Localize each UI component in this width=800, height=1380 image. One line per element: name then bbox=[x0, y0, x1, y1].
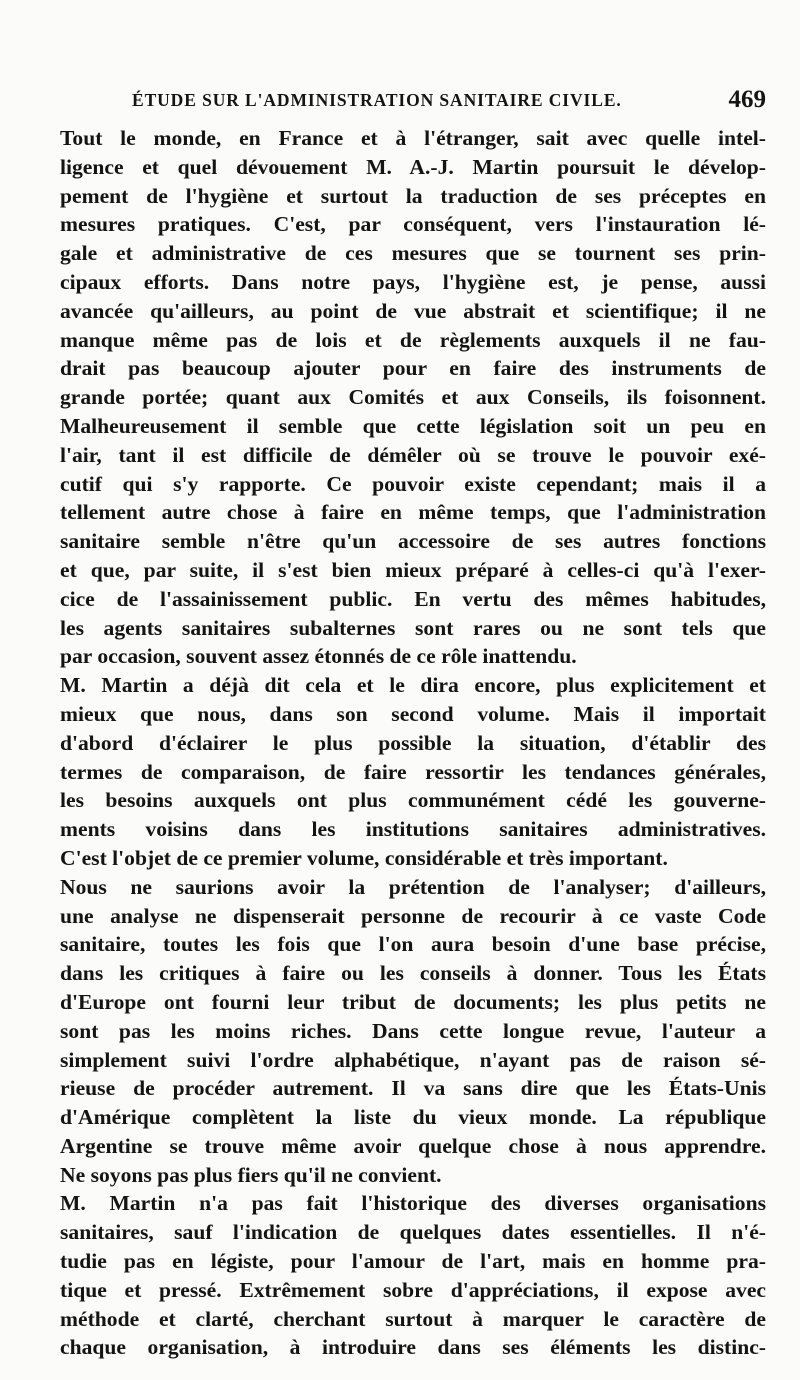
text-line: mieux que nous, dans son second volume. Mais il importait bbox=[60, 701, 766, 726]
text-line: M. Martin a déjà dit cela et le dira encore, plus explicitement et bbox=[60, 673, 766, 698]
text-line: sanitaire, toutes les fois que l'on aura besoin d'une base précise, bbox=[60, 932, 766, 957]
text-line: tique et pressé. Extrêmement sobre d'appréciations, il expose avec bbox=[60, 1277, 766, 1302]
text-line: gale et administrative de ces mesures que se tournent ses prin- bbox=[60, 241, 766, 266]
body-text bbox=[58, 124, 766, 1362]
text-line: avancée qu'ailleurs, au point de vue abstrait et scientifique; il ne bbox=[60, 298, 766, 323]
text-line: M. Martin n'a pas fait l'historique des diverses organisations bbox=[60, 1191, 766, 1216]
text-line: drait pas beaucoup ajouter pour en faire des instruments de bbox=[60, 356, 766, 381]
text-line: cutif qui s'y rapporte. Ce pouvoir existe cependant; mais il a bbox=[60, 471, 766, 496]
text-line: tellement autre chose à faire en même temps, que l'administration bbox=[60, 500, 766, 525]
text-line: cice de l'assainissement public. En vertu des mêmes habitudes, bbox=[60, 586, 766, 611]
text-line: grande portée; quant aux Comités et aux Conseils, ils foisonnent. bbox=[60, 385, 766, 410]
text-line: C'est l'objet de ce premier volume, considérable et très important. bbox=[60, 845, 668, 870]
text-line: sanitaires, sauf l'indication de quelques dates essentielles. Il n'é- bbox=[60, 1220, 766, 1245]
text-line: par occasion, souvent assez étonnés de ce rôle inattendu. bbox=[60, 644, 577, 669]
text-line: Ne soyons pas plus fiers qu'il ne convient. bbox=[60, 1162, 442, 1187]
text-line: d'Amérique complètent la liste du vieux monde. La république bbox=[60, 1105, 766, 1130]
running-head bbox=[56, 86, 766, 120]
text-line: manque même pas de lois et de règlements auxquels il ne fau- bbox=[60, 327, 766, 352]
text-line: chaque organisation, à introduire dans ses éléments les distinc- bbox=[60, 1335, 766, 1360]
paragraph-3 bbox=[58, 873, 766, 1190]
text-line: rieuse de procéder autrement. Il va sans dire que les États-Unis bbox=[60, 1076, 766, 1101]
text-line: Tout le monde, en France et à l'étranger, sait avec quelle intel- bbox=[60, 126, 766, 150]
text-line: Malheureusement il semble que cette législation soit un peu en bbox=[60, 413, 766, 438]
text-line: dans les critiques à faire ou les conseils à donner. Tous les États bbox=[60, 961, 766, 986]
text-line: ments voisins dans les institutions sanitaires administratives. bbox=[60, 817, 766, 842]
paragraph-1 bbox=[58, 124, 766, 671]
text-line: une analyse ne dispenserait personne de recourir à ce vaste Code bbox=[60, 903, 766, 928]
paragraph-4 bbox=[58, 1189, 766, 1362]
page-number: 469 bbox=[728, 86, 766, 113]
text-line: cipaux efforts. Dans notre pays, l'hygiène est, je pense, aussi bbox=[60, 269, 766, 294]
text-line: ligence et quel dévouement M. A.-J. Martin poursuit le dévelop- bbox=[60, 154, 766, 179]
text-line: d'abord d'éclairer le plus possible la situation, d'établir des bbox=[60, 730, 766, 755]
text-line: les besoins auxquels ont plus communément cédé les gouverne- bbox=[60, 788, 766, 813]
text-line: Nous ne saurions avoir la prétention de l'analyser; d'ailleurs, bbox=[60, 874, 766, 899]
text-line: termes de comparaison, de faire ressortir les tendances générales, bbox=[60, 759, 766, 784]
text-line: sanitaire semble n'être qu'un accessoire de ses autres fonctions bbox=[60, 529, 766, 554]
paragraph-2 bbox=[58, 671, 766, 873]
text-line: Argentine se trouve même avoir quelque chose à nous apprendre. bbox=[60, 1133, 766, 1158]
text-line: sont pas les moins riches. Dans cette longue revue, l'auteur a bbox=[60, 1018, 766, 1043]
text-line: pement de l'hygiène et surtout la traduction de ses préceptes en bbox=[60, 183, 766, 208]
text-line: d'Europe ont fourni leur tribut de documents; les plus petits ne bbox=[60, 989, 766, 1014]
running-title: ÉTUDE SUR L'ADMINISTRATION SANITAIRE CIVILE. bbox=[132, 90, 622, 110]
text-line: méthode et clarté, cherchant surtout à marquer le caractère de bbox=[60, 1306, 766, 1331]
text-line: et que, par suite, il s'est bien mieux préparé à celles-ci qu'à l'exer- bbox=[60, 557, 766, 582]
text-line: les agents sanitaires subalternes sont rares ou ne sont tels que bbox=[60, 615, 766, 640]
text-line: mesures pratiques. C'est, par conséquent, vers l'instauration lé- bbox=[60, 212, 766, 237]
text-line: tudie pas en légiste, pour l'amour de l'art, mais en homme pra- bbox=[60, 1249, 766, 1274]
text-line: simplement suivi l'ordre alphabétique, n'ayant pas de raison sé- bbox=[60, 1047, 766, 1072]
text-line: l'air, tant il est difficile de démêler où se trouve le pouvoir exé- bbox=[60, 442, 766, 467]
